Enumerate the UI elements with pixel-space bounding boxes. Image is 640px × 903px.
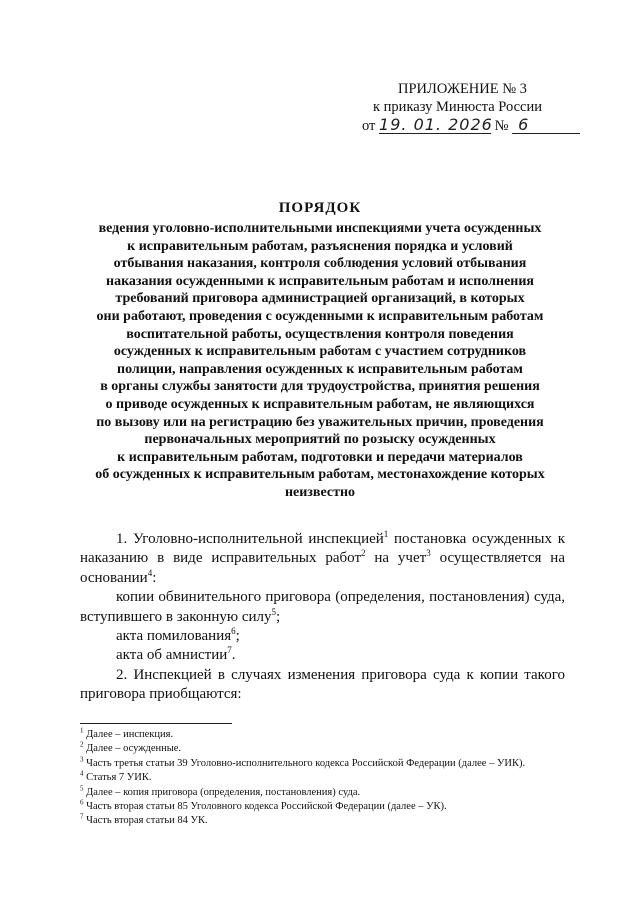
paragraph-1-text-c: на учет <box>365 550 427 567</box>
footnote-number: 4 <box>80 769 84 778</box>
footnote <box>80 757 560 771</box>
subtitle-line: в органы службы занятости для трудоустройства, принятия решения <box>100 379 540 395</box>
subtitle-line: они работают, проведения с осужденными к исправительным работам <box>96 308 544 324</box>
footnote-number: 6 <box>80 798 84 807</box>
paragraph-1-text-b: постановка осужденных к наказанию в виде исправительных работ <box>80 531 565 567</box>
footnote-text: Далее – инспекция. <box>83 729 174 740</box>
footnote-text: Далее – копия приговора (определения, постановления) суда. <box>83 786 361 798</box>
footnote-ref-2: 2 <box>361 548 366 559</box>
paragraph-1-text-a: 1. Уголовно-исполнительной инспекцией <box>116 531 384 547</box>
list-item-text: акта помилования <box>116 628 232 645</box>
paragraph-1-text-d: осуществляется на основании <box>80 550 565 586</box>
subtitle-line: об осужденных к исправительным работам, местонахождение которых <box>95 467 545 483</box>
footnote-text: Часть вторая статьи 84 УК. <box>83 815 208 827</box>
list-item-text: акта об амнистии <box>116 647 228 664</box>
footnote-number: 3 <box>80 755 84 764</box>
document-title: ПОРЯДОК <box>278 200 362 216</box>
list-item-punct: ; <box>235 628 240 645</box>
footnote-separator <box>80 723 232 724</box>
paragraph-2: 2. Инспекцией в случаях изменения приговора суда к копии такого приговора приобщаются: <box>80 666 565 703</box>
number-label: № <box>494 118 509 134</box>
document-body <box>80 530 565 705</box>
footnote <box>80 800 560 814</box>
footnote-number: 1 <box>80 726 84 735</box>
footnote-text: Часть вторая статьи 85 Уголовного кодекса Российской Федерации (далее – УК). <box>83 801 447 813</box>
order-reference: к приказу Минюста России <box>373 99 542 115</box>
footnote <box>80 786 560 800</box>
footnote-ref-3: 3 <box>426 548 431 559</box>
footnote <box>80 728 560 742</box>
subtitle-line: к исправительным работам, разъяснения порядка и условий <box>127 238 513 254</box>
subtitle-line: ведения уголовно-исполнительными инспекциями учета осужденных <box>98 221 542 236</box>
subtitle-line: неизвестно <box>284 484 356 500</box>
subtitle-line: требований приговора администрацией организаций, в которых <box>115 291 525 307</box>
paragraph-1-text-e: : <box>152 569 157 586</box>
footnote-ref-6: 6 <box>231 626 236 637</box>
footnote <box>80 742 560 756</box>
appendix-title: ПРИЛОЖЕНИЕ № 3 <box>398 81 527 97</box>
order-date-number-line <box>362 117 580 136</box>
handwritten-number: 6 <box>512 117 580 134</box>
list-item-text: копии обвинительного приговора (определения, постановления) суда, вступившего в законную силу <box>80 589 565 625</box>
from-label: от <box>362 118 376 134</box>
document-subtitle <box>70 220 570 502</box>
subtitle-line: осужденных к исправительным работам с участием сотрудников <box>113 344 527 360</box>
footnote-number: 7 <box>80 812 84 821</box>
subtitle-line: отбывания наказания, контроля соблюдения условий отбывания <box>113 256 527 272</box>
footnote-number: 2 <box>80 740 84 749</box>
subtitle-line: по вызову или на регистрацию без уважительных причин, проведения <box>96 414 544 430</box>
subtitle-line: к исправительным работам, подготовки и передачи материалов <box>117 449 523 465</box>
subtitle-line: полиции, направления осужденных к исправительным работам <box>117 361 523 377</box>
footnote-number: 5 <box>80 784 84 793</box>
list-item-punct: . <box>231 647 236 664</box>
footnote-ref-7: 7 <box>227 645 232 656</box>
subtitle-line: воспитательной работы, осуществления контроля поведения <box>126 326 514 342</box>
subtitle-line: о приводе осужденных к исправительным работам, не являющихся <box>105 396 535 412</box>
footnote <box>80 814 560 828</box>
handwritten-date: 19. 01. 2026 <box>379 115 493 134</box>
paragraph-1 <box>80 530 565 588</box>
footnotes <box>80 728 560 829</box>
footnote-text: Часть третья статьи 39 Уголовно-исполнительного кодекса Российской Федерации (далее – УИК). <box>83 757 526 769</box>
footnote-ref-5: 5 <box>271 606 277 617</box>
footnote-ref-4: 4 <box>147 567 153 578</box>
subtitle-line: первоначальных мероприятий по розыску осужденных <box>144 432 496 448</box>
list-item <box>80 588 565 627</box>
list-item <box>80 627 565 646</box>
footnote-text: Статья 7 УИК. <box>83 772 152 784</box>
footnote-ref-1: 1 <box>383 529 389 539</box>
list-item <box>80 646 565 665</box>
list-item-punct: ; <box>276 608 281 625</box>
footnote-text: Далее – осужденные. <box>83 743 182 755</box>
footnote <box>80 771 560 785</box>
subtitle-line: наказания осужденными к исправительным работам и исполнения <box>106 273 534 289</box>
